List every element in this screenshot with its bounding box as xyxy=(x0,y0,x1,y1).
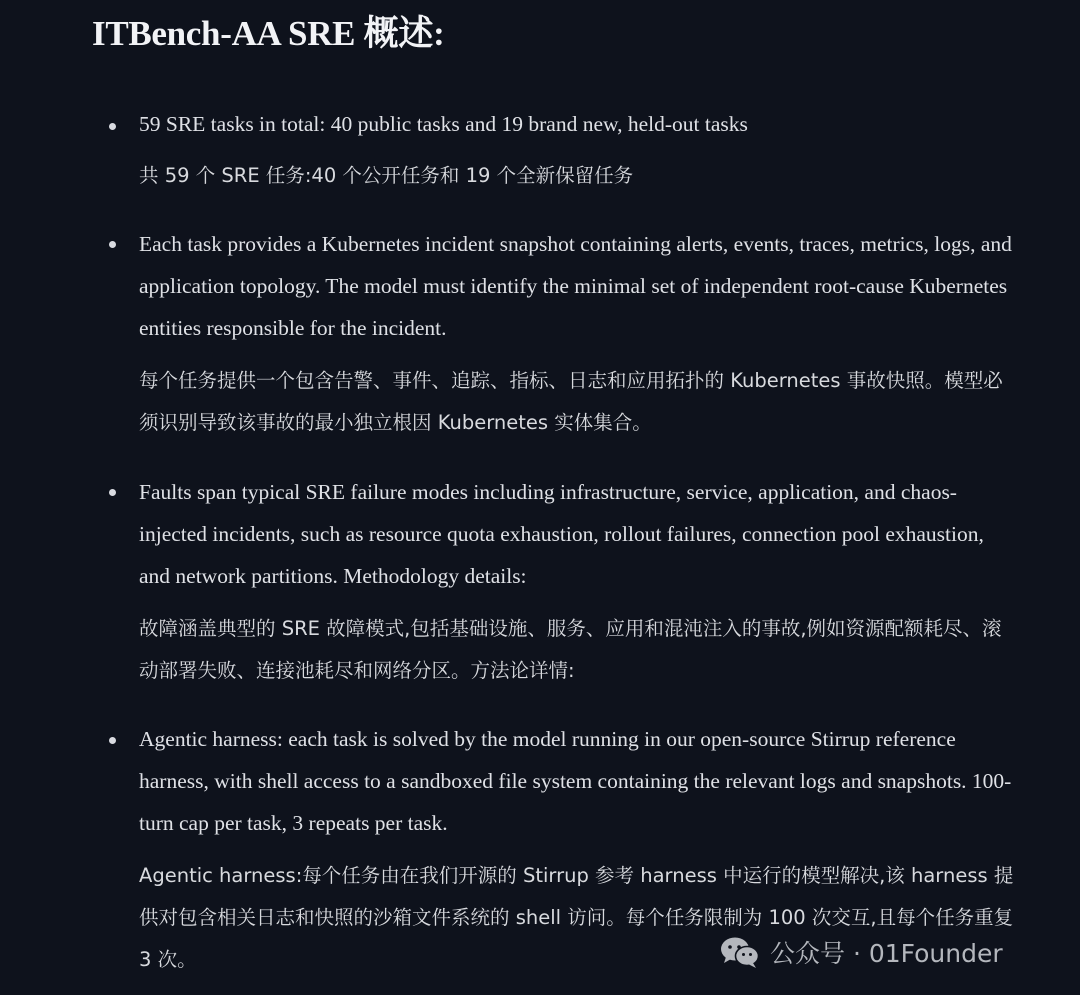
bullet-dot xyxy=(109,737,116,744)
bullet-dot xyxy=(109,123,116,130)
watermark-text: 公众号 · 01Founder xyxy=(770,939,1003,968)
bullet-text-en: Faults span typical SRE failure modes including infrastructure, service, application, and chaos-injected incidents, such as resource quota exhaustion, rollout failures, connection pool exhaustion, and network partitions. Methodology details: xyxy=(139,480,984,588)
page-title: ITBench-AA SRE 概述: xyxy=(92,14,445,53)
wechat-icon xyxy=(718,935,762,969)
bullet-text-en: Each task provides a Kubernetes incident snapshot containing alerts, events, traces, metrics, logs, and application topology. The model must identify the minimal set of independent root-cause Kubernetes entities responsible for the incident. xyxy=(139,232,1012,340)
bullet-dot xyxy=(109,489,116,496)
bullet-dot xyxy=(109,241,116,248)
bullet-text-en: 59 SRE tasks in total: 40 public tasks and 19 brand new, held-out tasks xyxy=(139,112,748,136)
bullet-text-en: Agentic harness: each task is solved by the model running in our open-source Stirrup reference harness, with shell access to a sandboxed file system containing the relevant logs and snapshots. 100-turn cap per task, 3 repeats per task. xyxy=(139,727,1012,835)
account-watermark xyxy=(718,932,1003,972)
bullet-text-zh: 故障涵盖典型的 SRE 故障模式,包括基础设施、服务、应用和混沌注入的事故,例如资源配额耗尽、滚动部署失败、连接池耗尽和网络分区。方法论详情: xyxy=(139,617,1002,682)
bullet-text-zh: Agentic harness:每个任务由在我们开源的 Stirrup 参考 harness 中运行的模型解决,该 harness 提供对包含相关日志和快照的沙箱文件系统的 shell 访问。每个任务限制为 100 次交互,且每个任务重复 3 次。 xyxy=(139,864,1014,971)
bullet-text-zh: 共 59 个 SRE 任务:40 个公开任务和 19 个全新保留任务 xyxy=(139,164,634,187)
bullet-text-zh: 每个任务提供一个包含告警、事件、追踪、指标、日志和应用拓扑的 Kubernetes 事故快照。模型必须识别导致该事故的最小独立根因 Kubernetes 实体集合。 xyxy=(139,369,1003,434)
